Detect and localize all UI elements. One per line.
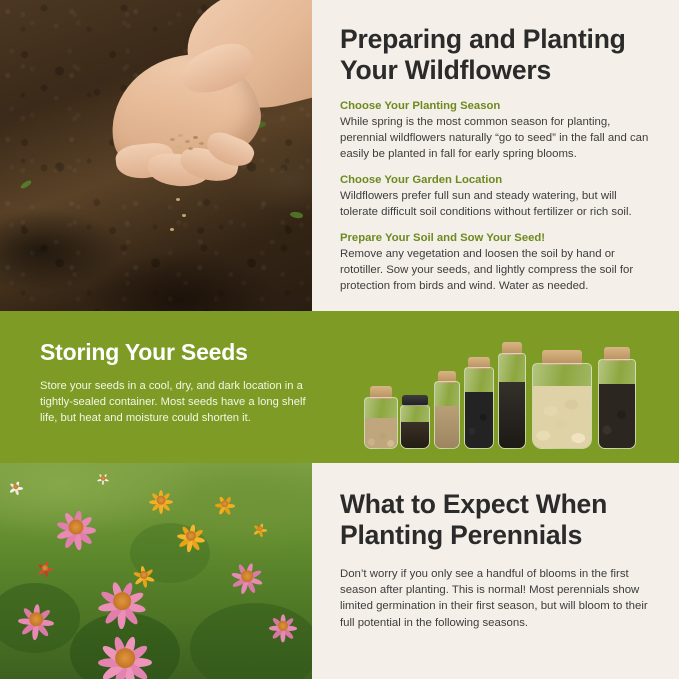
flower-center <box>157 496 166 505</box>
flower-white <box>96 471 110 485</box>
glass-body <box>434 381 460 449</box>
seed-fill <box>365 418 397 448</box>
flower-coneflower-pink <box>96 629 154 679</box>
flower-yellow <box>214 493 236 515</box>
glass-body <box>532 363 592 449</box>
seed-jar <box>498 341 526 449</box>
flower-yellow <box>252 521 268 537</box>
flower-center <box>241 570 253 582</box>
flower-yellow <box>148 487 174 513</box>
hand <box>76 4 312 220</box>
seed-fill <box>533 386 591 448</box>
section-preparing-and-planting <box>0 0 679 311</box>
seed-fill <box>465 392 493 448</box>
flower-center <box>101 476 106 481</box>
section-preparing-text <box>312 0 679 311</box>
body-garden-location: Wildflowers prefer full sun and steady watering, but will tolerate difficult soil conditions without fertilizer or rich soil. <box>340 189 632 219</box>
seed-jar <box>464 357 494 449</box>
seed-jar <box>598 345 636 449</box>
seeds-in-hand <box>168 132 208 154</box>
glass-body <box>498 353 526 449</box>
flower-center <box>29 612 43 626</box>
seed-jar <box>364 387 398 449</box>
flower-coneflower-pink <box>96 575 148 627</box>
subheading-planting-season: Choose Your Planting Season <box>340 99 501 112</box>
falling-seed <box>170 228 174 231</box>
image-seed-storage-jars <box>346 311 679 463</box>
flower-coneflower-pink <box>16 599 56 639</box>
section-heading-what-to-expect: What to Expect When Planting Perennials <box>340 489 608 551</box>
section-heading-storing: Storing Your Seeds <box>40 339 248 365</box>
image-wildflower-meadow <box>0 463 312 679</box>
section-heading-preparing: Preparing and Planting Your Wildflowers <box>340 24 626 86</box>
section-what-to-expect <box>0 463 679 679</box>
body-planting-season: While spring is the most common season for planting, perennial wildflowers naturally “go to seed” in the fall and can easily be planted in fall for early spring blooms. <box>340 115 649 161</box>
jar-group <box>364 337 664 449</box>
section-storing-text <box>0 311 346 463</box>
subheading-prepare-soil: Prepare Your Soil and Sow Your Seed! <box>340 231 546 244</box>
glass-body <box>400 405 430 449</box>
flower-coneflower-pink <box>230 559 264 593</box>
flower-yellow <box>176 521 206 551</box>
section-what-to-expect-text <box>312 463 679 679</box>
subheading-garden-location: Choose Your Garden Location <box>340 173 503 186</box>
seed-fill <box>401 422 429 448</box>
body-what-to-expect: Don’t worry if you only see a handful of blooms in the first season after planting. This is normal! Most perennials show limited germination in their first season, but will bloom to their full potential in the following seasons. <box>340 567 648 629</box>
glass-body <box>464 367 494 449</box>
flower-white <box>8 479 24 495</box>
body-prepare-soil: Remove any vegetation and loosen the soil by hand or rototiller. Sow your seeds, and lightly compress the soil for protection from birds and wind. Water as needed. <box>340 247 634 293</box>
seed-jar <box>400 395 430 449</box>
flower-center <box>69 520 84 535</box>
seed-jar <box>532 349 592 449</box>
falling-seed <box>182 214 186 217</box>
seed-fill <box>499 382 525 448</box>
body-storing: Store your seeds in a cool, dry, and dark location in a tightly-sealed container. Most seeds have a long shelf life, but heat and moisture could shorten it. <box>40 380 306 425</box>
seed-fill <box>599 384 635 448</box>
flower-red <box>36 559 54 577</box>
seed-jar <box>434 371 460 449</box>
glass-body <box>598 359 636 449</box>
flower-coneflower-pink <box>268 611 298 641</box>
image-hand-sowing-seeds <box>0 0 312 311</box>
section-storing-your-seeds <box>0 311 679 463</box>
flower-center <box>115 648 135 668</box>
flower-coneflower-pink <box>54 505 98 549</box>
seed-fill <box>435 406 459 448</box>
falling-seed <box>176 198 180 201</box>
flower-center <box>113 592 131 610</box>
glass-body <box>364 397 398 449</box>
